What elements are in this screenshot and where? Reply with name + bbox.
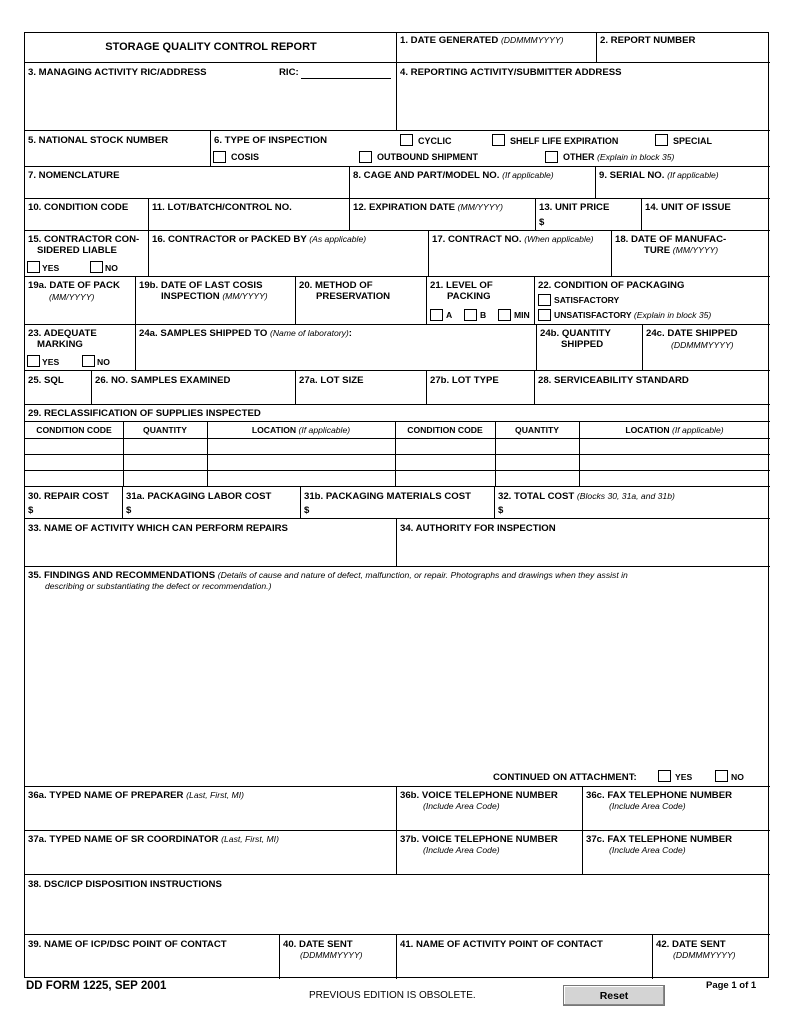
outbound-shipment-label: OUTBOUND SHIPMENT <box>377 152 478 162</box>
block-42-hint: (DDMMMYYYY) <box>673 950 736 960</box>
reclassification-cell-input[interactable] <box>126 471 204 485</box>
coordinator-name-input[interactable] <box>28 855 392 869</box>
block-2 <box>597 33 770 63</box>
block-19b <box>136 277 296 325</box>
packaging-labor-cost-input[interactable] <box>135 503 297 517</box>
nomenclature-input[interactable] <box>28 183 346 197</box>
block-36c <box>583 787 770 831</box>
block-28-label: 28. SERVICEABILITY STANDARD <box>538 375 689 386</box>
samples-shipped-to-input[interactable] <box>139 341 532 368</box>
block-24c-label: 24c. DATE SHIPPED <box>646 328 738 339</box>
block-1-label: 1. DATE GENERATED (DDMMMYYYY) <box>400 35 564 46</box>
managing-activity-address-input[interactable] <box>28 81 392 127</box>
block-4-label: 4. REPORTING ACTIVITY/SUBMITTER ADDRESS <box>400 67 622 78</box>
block-8-label: 8. CAGE AND PART/MODEL NO. (If applicable) <box>353 170 554 181</box>
liable-no-label: NO <box>105 263 118 273</box>
packing-b-label: B <box>480 310 487 320</box>
block-27a-label: 27a. LOT SIZE <box>299 375 364 386</box>
satisfactory-label: SATISFACTORY <box>554 295 620 305</box>
packing-a-label: A <box>446 310 453 320</box>
block-16-label: 16. CONTRACTOR or PACKED BY (As applicable) <box>152 234 367 245</box>
other-label: OTHER (Explain in block 35) <box>563 152 675 162</box>
reclassification-cell-input[interactable] <box>28 471 120 485</box>
block-24b-label-2: SHIPPED <box>561 339 604 350</box>
reset-button[interactable]: Reset <box>563 985 665 1006</box>
page-indicator: Page 1 of 1 <box>706 980 757 991</box>
block-19b-label-1: 19b. DATE OF LAST COSIS <box>139 280 263 291</box>
block-20 <box>296 277 427 325</box>
block-37a-label: 37a. TYPED NAME OF SR COORDINATOR (Last, First, MI) <box>28 834 279 845</box>
report-number-input[interactable] <box>600 48 765 61</box>
inspection-authority-input[interactable] <box>400 536 765 564</box>
block-41 <box>397 935 653 979</box>
col-location-1: LOCATION (If applicable) <box>251 425 351 435</box>
block-13 <box>536 199 642 231</box>
findings-input[interactable] <box>28 594 766 768</box>
reclassification-cell-input[interactable] <box>398 471 492 485</box>
lot-batch-input[interactable] <box>152 215 346 229</box>
reclassification-cell-input[interactable] <box>398 439 492 453</box>
block-31a-label: 31a. PACKAGING LABOR COST <box>126 491 272 502</box>
cosis-label: COSIS <box>231 152 260 162</box>
packing-min-label: MIN <box>514 310 530 320</box>
block-5 <box>25 131 211 167</box>
form-title: STORAGE QUALITY CONTROL REPORT <box>105 41 317 53</box>
col-condition-code-1: CONDITION CODE <box>36 425 112 435</box>
manufacture-date-input[interactable] <box>615 259 765 273</box>
serial-number-input[interactable] <box>599 183 765 197</box>
special-label: SPECIAL <box>673 136 713 146</box>
activity-contact-input[interactable] <box>400 959 648 973</box>
sql-input[interactable] <box>28 389 88 403</box>
block-38-label: 38. DSC/ICP DISPOSITION INSTRUCTIONS <box>28 879 222 890</box>
block-21 <box>427 277 535 325</box>
block-37b-hint: (Include Area Code) <box>423 845 500 855</box>
block-39 <box>25 935 280 979</box>
block-7 <box>25 167 350 199</box>
outbound-shipment-checkbox[interactable] <box>359 151 372 163</box>
liable-no-checkbox[interactable] <box>90 261 103 273</box>
block-31b-label: 31b. PACKAGING MATERIALS COST <box>304 491 472 502</box>
col-condition-code-2: CONDITION CODE <box>407 425 483 435</box>
block-23 <box>25 325 136 371</box>
marking-no-checkbox[interactable] <box>82 355 95 367</box>
block-27a <box>296 371 427 405</box>
block-9-label: 9. SERIAL NO. (If applicable) <box>599 170 719 181</box>
reclassification-cell-input[interactable] <box>210 471 392 485</box>
block-40-hint: (DDMMMYYYY) <box>300 950 363 960</box>
marking-yes-checkbox[interactable] <box>27 355 40 367</box>
date-shipped-input[interactable] <box>646 353 766 367</box>
block-18 <box>612 231 770 277</box>
cosis-checkbox[interactable] <box>213 151 226 163</box>
block-17 <box>429 231 612 277</box>
block-29-label: 29. RECLASSIFICATION OF SUPPLIES INSPECTED <box>28 408 261 419</box>
ric-input[interactable] <box>301 66 391 79</box>
continued-no-checkbox[interactable] <box>715 770 728 782</box>
reclassification-cell-input[interactable] <box>582 439 767 453</box>
block-22-label: 22. CONDITION OF PACKAGING <box>538 280 685 291</box>
continued-label: CONTINUED ON ATTACHMENT: <box>493 772 637 783</box>
block-2-label: 2. REPORT NUMBER <box>600 35 696 46</box>
block-19b-label-2: INSPECTION (MM/YYYY) <box>161 291 268 302</box>
packing-min-checkbox[interactable] <box>498 309 511 321</box>
ric-label: RIC: <box>279 67 299 78</box>
contract-number-input[interactable] <box>432 255 607 269</box>
lot-size-input[interactable] <box>299 389 423 403</box>
block-29 <box>25 405 770 487</box>
reclassification-cell-input[interactable] <box>28 455 120 469</box>
continued-yes-label: YES <box>675 772 693 782</box>
block-13-dollar: $ <box>539 217 545 228</box>
block-18-label-2: TURE (MM/YYYY) <box>644 245 719 256</box>
packaging-satisfactory-checkbox[interactable] <box>538 294 551 306</box>
block-5-label: 5. NATIONAL STOCK NUMBER <box>28 135 169 146</box>
continued-yes-checkbox[interactable] <box>658 770 671 782</box>
packaging-unsatisfactory-checkbox[interactable] <box>538 309 551 321</box>
col-quantity-2: QUANTITY <box>515 425 559 435</box>
block-27b-label: 27b. LOT TYPE <box>430 375 499 386</box>
last-cosis-date-input[interactable] <box>139 307 291 321</box>
block-16 <box>149 231 429 277</box>
block-34 <box>397 519 770 567</box>
block-32 <box>495 487 770 519</box>
block-7-label: 7. NOMENCLATURE <box>28 170 120 181</box>
block-15-label-2: SIDERED LIABLE <box>37 245 117 256</box>
shelf-life-label: SHELF LIFE EXPIRATION <box>510 136 619 146</box>
other-checkbox[interactable] <box>545 151 558 163</box>
block-9 <box>596 167 770 199</box>
block-25 <box>25 371 92 405</box>
block-30-dollar: $ <box>28 505 34 516</box>
block-24b-label-1: 24b. QUANTITY <box>540 328 611 339</box>
table-header-top-line <box>25 421 770 422</box>
serviceability-standard-input[interactable] <box>538 389 766 403</box>
block-18-label-1: 18. DATE OF MANUFAC- <box>615 234 727 245</box>
block-38 <box>25 875 770 935</box>
samples-examined-input[interactable] <box>95 389 291 403</box>
reclassification-cell-input[interactable] <box>498 455 576 469</box>
obsolete-notice: PREVIOUS EDITION IS OBSOLETE. <box>309 990 476 1001</box>
block-36b <box>397 787 583 831</box>
reclassification-cell-input[interactable] <box>126 455 204 469</box>
block-24a <box>136 325 537 371</box>
block-26 <box>92 371 296 405</box>
block-24c <box>643 325 770 371</box>
block-15-label-1: 15. CONTRACTOR CON- <box>28 234 140 245</box>
reclassification-cell-input[interactable] <box>582 455 767 469</box>
special-checkbox[interactable] <box>655 134 668 146</box>
block-1 <box>397 33 597 63</box>
block-36c-label: 36c. FAX TELEPHONE NUMBER <box>586 790 733 801</box>
packing-a-checkbox[interactable] <box>430 309 443 321</box>
block-11-label: 11. LOT/BATCH/CONTROL NO. <box>152 202 292 213</box>
block-31b <box>301 487 495 519</box>
block-25-label: 25. SQL <box>28 375 64 386</box>
block-30 <box>25 487 123 519</box>
block-6-label: 6. TYPE OF INSPECTION <box>214 135 328 146</box>
block-36b-hint: (Include Area Code) <box>423 801 500 811</box>
cyclic-checkbox[interactable] <box>400 134 413 146</box>
liable-yes-label: YES <box>42 263 60 273</box>
shelf-life-checkbox[interactable] <box>492 134 505 146</box>
coordinator-fax-phone-input[interactable] <box>586 858 765 872</box>
col-location-2: LOCATION (If applicable) <box>625 425 724 435</box>
block-37b <box>397 831 583 875</box>
total-cost-input[interactable] <box>507 503 765 517</box>
block-30-label: 30. REPAIR COST <box>28 491 109 502</box>
expiration-date-input[interactable] <box>353 215 531 229</box>
block-36b-label: 36b. VOICE TELEPHONE NUMBER <box>400 790 558 801</box>
unit-of-issue-input[interactable] <box>645 215 765 229</box>
block-17-label: 17. CONTRACT NO. (When applicable) <box>432 234 594 245</box>
block-34-label: 34. AUTHORITY FOR INSPECTION <box>400 523 556 534</box>
block-19a-hint: (MM/YYYY) <box>49 292 95 302</box>
block-24a-label: 24a. SAMPLES SHIPPED TO (Name of laboratory): <box>139 328 352 339</box>
block-3-label: 3. MANAGING ACTIVITY RIC/ADDRESS <box>28 67 207 78</box>
contractor-input[interactable] <box>152 247 424 274</box>
reclassification-cell-input[interactable] <box>126 439 204 453</box>
marking-yes-label: YES <box>42 357 60 367</box>
block-27b <box>427 371 535 405</box>
block-37c-label: 37c. FAX TELEPHONE NUMBER <box>586 834 733 845</box>
block-11 <box>149 199 350 231</box>
block-13-label: 13. UNIT PRICE <box>539 202 610 213</box>
cyclic-label: CYCLIC <box>418 136 452 146</box>
reclassification-cell-input[interactable] <box>498 471 576 485</box>
col-quantity-1: QUANTITY <box>143 425 187 435</box>
block-3 <box>25 63 397 131</box>
reclassification-cell-input[interactable] <box>582 471 767 485</box>
preparer-fax-phone-input[interactable] <box>586 814 765 828</box>
block-14 <box>642 199 770 231</box>
block-6 <box>211 131 770 167</box>
block-31b-dollar: $ <box>304 505 310 516</box>
lot-type-input[interactable] <box>430 389 530 403</box>
title-cell <box>25 33 397 63</box>
block-19a-label: 19a. DATE OF PACK <box>28 280 120 291</box>
disposition-instructions-input[interactable] <box>28 893 766 931</box>
block-20-label-2: PRESERVATION <box>316 291 391 302</box>
date-sent-42-input[interactable] <box>656 963 766 977</box>
quantity-shipped-input[interactable] <box>540 353 638 367</box>
reclassification-cell-input[interactable] <box>210 455 392 469</box>
block-41-label: 41. NAME OF ACTIVITY POINT OF CONTACT <box>400 939 603 950</box>
block-31a <box>123 487 301 519</box>
reclassification-cell-input[interactable] <box>210 439 392 453</box>
block-37a <box>25 831 397 875</box>
preparer-name-input[interactable] <box>28 811 392 825</box>
block-21-label-1: 21. LEVEL OF <box>430 280 493 291</box>
block-23-label-1: 23. ADEQUATE <box>28 328 97 339</box>
block-26-label: 26. NO. SAMPLES EXAMINED <box>95 375 231 386</box>
block-36a <box>25 787 397 831</box>
block-20-label-1: 20. METHOD OF <box>299 280 373 291</box>
reclassification-cell-input[interactable] <box>28 439 120 453</box>
block-32-dollar: $ <box>498 505 504 516</box>
pack-date-input[interactable] <box>28 307 132 321</box>
storage-quality-control-report-form <box>24 32 769 978</box>
block-33 <box>25 519 397 567</box>
block-40 <box>280 935 397 979</box>
date-sent-40-input[interactable] <box>283 963 393 977</box>
block-39-label: 39. NAME OF ICP/DSC POINT OF CONTACT <box>28 939 227 950</box>
block-23-label-2: MARKING <box>37 339 83 350</box>
reclassification-cell-input[interactable] <box>398 455 492 469</box>
preservation-method-input[interactable] <box>299 307 423 321</box>
block-10-label: 10. CONDITION CODE <box>28 202 129 213</box>
block-36c-hint: (Include Area Code) <box>609 801 686 811</box>
block-31a-dollar: $ <box>126 505 132 516</box>
liable-yes-checkbox[interactable] <box>27 261 40 273</box>
reclassification-cell-input[interactable] <box>498 439 576 453</box>
date-generated-input[interactable] <box>400 48 592 61</box>
block-24c-hint: (DDMMMYYYY) <box>671 340 734 350</box>
block-15 <box>25 231 149 277</box>
nsn-input[interactable] <box>28 149 206 163</box>
form-number: DD FORM 1225, SEP 2001 <box>26 980 167 992</box>
block-8 <box>350 167 596 199</box>
repair-activity-input[interactable] <box>28 536 392 564</box>
block-33-label: 33. NAME OF ACTIVITY WHICH CAN PERFORM REPAIRS <box>28 523 288 534</box>
block-24b <box>537 325 643 371</box>
packaging-materials-cost-input[interactable] <box>313 503 491 517</box>
packing-b-checkbox[interactable] <box>464 309 477 321</box>
block-32-label: 32. TOTAL COST (Blocks 30, 31a, and 31b) <box>498 491 675 502</box>
block-14-label: 14. UNIT OF ISSUE <box>645 202 731 213</box>
coordinator-voice-phone-input[interactable] <box>400 858 578 872</box>
repair-cost-input[interactable] <box>37 503 119 517</box>
block-12 <box>350 199 536 231</box>
block-37b-label: 37b. VOICE TELEPHONE NUMBER <box>400 834 558 845</box>
block-12-label: 12. EXPIRATION DATE (MM/YYYY) <box>353 202 504 213</box>
block-4 <box>397 63 770 131</box>
condition-code-input[interactable] <box>28 215 144 229</box>
block-36a-label: 36a. TYPED NAME OF PREPARER (Last, First, MI) <box>28 790 244 801</box>
block-37c-hint: (Include Area Code) <box>609 845 686 855</box>
preparer-voice-phone-input[interactable] <box>400 814 578 828</box>
block-40-label: 40. DATE SENT <box>283 939 353 950</box>
block-37c <box>583 831 770 875</box>
block-19a <box>25 277 136 325</box>
block-22 <box>535 277 770 325</box>
icp-dsc-contact-input[interactable] <box>28 959 276 973</box>
block-42-label: 42. DATE SENT <box>656 939 726 950</box>
block-10 <box>25 199 149 231</box>
block-42 <box>653 935 770 979</box>
continued-no-label: NO <box>731 772 744 782</box>
unsatisfactory-label: UNSATISFACTORY (Explain in block 35) <box>554 310 712 320</box>
marking-no-label: NO <box>97 357 110 367</box>
block-28 <box>535 371 770 405</box>
cage-part-input[interactable] <box>353 183 591 197</box>
block-35-label: 35. FINDINGS AND RECOMMENDATIONS (Details of cause and nature of defect, malfunction, or repair. Photographs and drawings when they assist in <box>28 570 628 581</box>
block-21-label-2: PACKING <box>447 291 491 302</box>
block-35 <box>25 567 770 787</box>
reporting-activity-address-input[interactable] <box>400 81 765 127</box>
unit-price-input[interactable] <box>548 215 638 229</box>
block-35-hint-2: describing or substantiating the defect or recommendation.) <box>45 581 272 591</box>
